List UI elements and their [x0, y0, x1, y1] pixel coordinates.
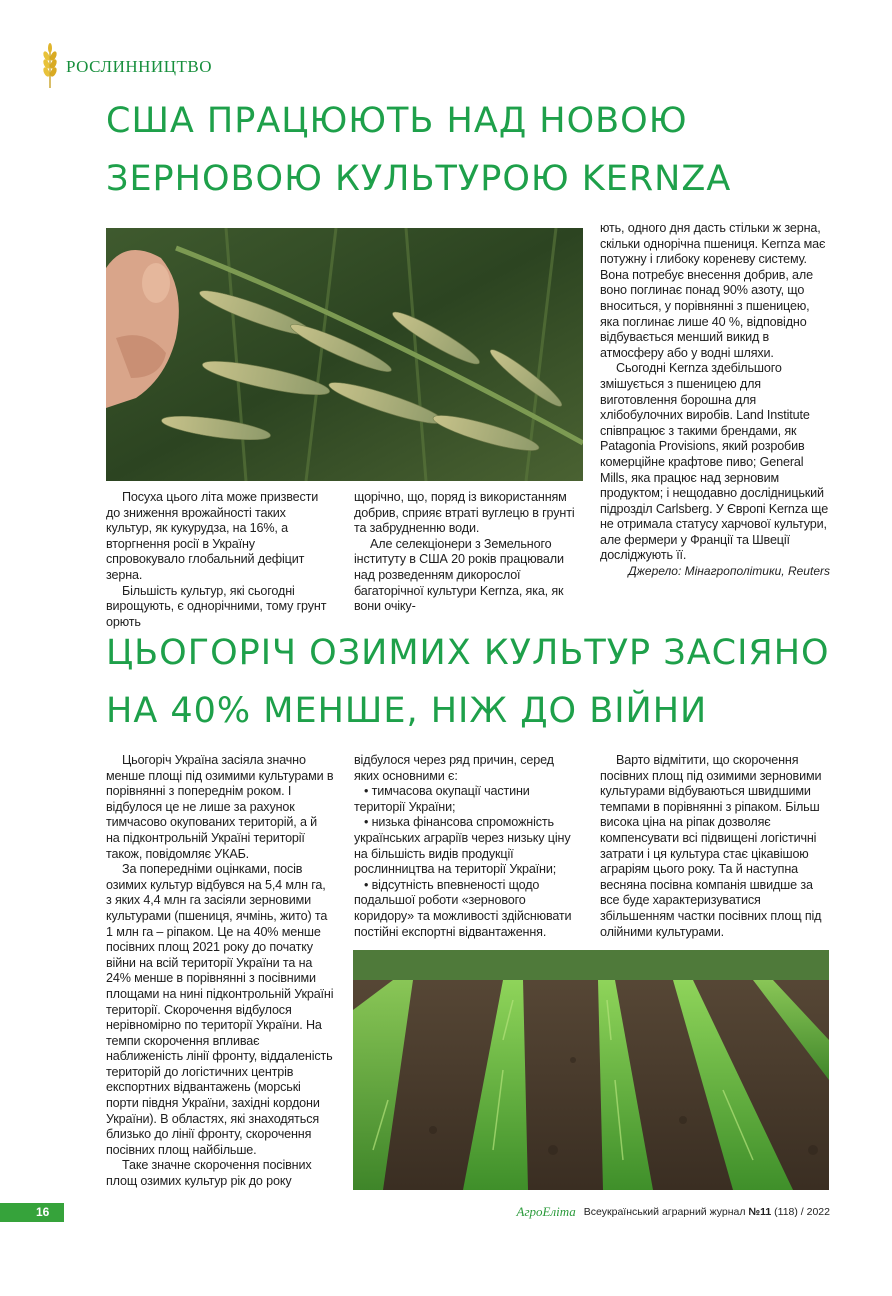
- kernza-photo: [106, 228, 583, 481]
- page-number: 16: [0, 1203, 64, 1222]
- paragraph: Варто відмітити, що скорочення посівних площ під озимими зерновими культурами відбуваються швидшими темпами в порівнянні з ріпаком. Більш висока ціна на ріпак дозволяє компенсувати всі підвищені логістичні затрати і ця культура стає цікавішою аграріям цього року. Та й наступна весняна посівна компанія швидше за все буде характеризуватися збільшенням частки посівних площ під олійними культурами.: [600, 753, 822, 939]
- paragraph: Посуха цього літа може призвести до зниження врожайності таких культур, як кукурудза, на 16%, а вторгнення росії в Україну спровокувало глобальний дефіцит зерна.: [106, 490, 319, 582]
- article1-column-2: [354, 490, 580, 615]
- paragraph: За попередніми оцінками, посів озимих культур відбувся на 5,4 млн га, з яких 4,4 млн га засіяли зерновими культурами (пшениця, ячмінь, жито) та 1 млн га – ріпаком. Це на 40% менше посівних площ 2021 року до початку війни на всій території України та на 24% менше в порівнянні з посівними площами на нині підконтрольній Україні території. Скорочення відбулося нерівномірно по території України. На темпи скорочення впливає наближеність лінії фронту, віддаленість територій до логістичних центрів експортних відвантажень (морські порти півдня України, західні кордони України). В областях, які знаходяться близько до лінії фронту, скорочення посівних площ найбільше.: [106, 862, 334, 1157]
- paragraph: ють, одного дня дасть стільки ж зерна, скільки однорічна пшениця. Kernza має потужну і глибоку кореневу систему. Вона потребує внесення добрив, але воно поглинає понад 90% азоту, що вноситься, у порівнянні з пшеницею, яка поглинає лише 40 %, відповідно відбувається менший викид в атмосферу або у водні шляхи.: [600, 221, 826, 360]
- article2-column-3: [600, 753, 830, 940]
- list-item: • тимчасова окупації частини території України;: [354, 784, 530, 814]
- wheat-field-photo: [353, 950, 829, 1190]
- wheat-ear-icon: [40, 42, 60, 90]
- article2-column-2: [354, 753, 580, 940]
- paragraph: щорічно, що, поряд із використанням добрив, сприяє втраті вуглецю в грунті та забрудненню води.: [354, 490, 575, 536]
- headline-line: США ПРАЦЮЮТЬ НАД НОВОЮ: [106, 101, 688, 141]
- section-label: РОСЛИННИЦТВО: [66, 57, 212, 76]
- paragraph: відбулося через ряд причин, серед яких основними є:: [354, 753, 554, 783]
- brand-logo: АгроЕліта: [516, 1204, 576, 1219]
- kernza-photo-graphic: [106, 228, 583, 481]
- journal-name: Всеукраїнський аграрний журнал: [583, 1206, 746, 1218]
- list-item: • відсутність впевненості щодо подальшої роботи «зернового коридору» та можливості здійснювати постійні експортні відвантаження.: [354, 877, 572, 939]
- issue-total: (118): [774, 1206, 798, 1218]
- issue-label: №11: [748, 1206, 772, 1218]
- paragraph: Більшість культур, які сьогодні вирощують, є однорічними, тому грунт орють: [106, 583, 327, 629]
- article1-source: Джерело: Мінагрополітики, Reuters: [628, 564, 830, 578]
- wheat-field-photo-graphic: [353, 950, 829, 1190]
- list-item: • низька фінансова спроможність українських аграріїв через низьку ціну на більшість видів продукції рослинництва на території України;: [354, 815, 571, 877]
- headline-line: НА 40% МЕНШЕ, НІЖ ДО ВІЙНИ: [106, 691, 708, 731]
- article1-headline: [106, 92, 731, 208]
- article2-headline: [106, 624, 830, 740]
- headline-line: ЦЬОГОРІЧ ОЗИМИХ КУЛЬТУР ЗАСІЯНО: [106, 633, 830, 673]
- headline-line: ЗЕРНОВОЮ КУЛЬТУРОЮ KERNZA: [106, 159, 732, 199]
- article1-column-1: [106, 490, 332, 630]
- paragraph: Сьогодні Kernza здебільшого змішується з пшеницею для виготовлення борошна для хлібобулочних виробів. Land Institute співпрацює з такими брендами, як Patagonia Provisions, який розробив комерційне крафтове пиво; General Mills, яка працює над зерновим продуктом; і нещодавно дослідницький підрозділ Carlsberg. У Європі Kernza ще не отримала статусу харчової культури, але фермери у Франції та Швеції досліджують її.: [600, 361, 829, 563]
- article1-column-3: [600, 221, 830, 564]
- paragraph: Але селекціонери з Земельного інституту в США 20 років працювали над розведенням дикорослої багаторічної культури Kernza, яка, як вони очіку-: [354, 536, 564, 614]
- journal-footer: [517, 1204, 831, 1220]
- article2-column-1: [106, 753, 334, 1190]
- paragraph: Цьогоріч Україна засіяла значно менше площі під озимими культурами в порівнянні з попереднім роком. І відбулося це не лише за рахунок тимчасово окупованих територій, а й на підконтрольній Україні території також, повідомляє УКАБ.: [106, 753, 334, 861]
- paragraph: Таке значне скорочення посівних площ озимих культур рік до року: [106, 1158, 312, 1189]
- section-tag: [40, 42, 212, 90]
- year: / 2022: [800, 1206, 830, 1218]
